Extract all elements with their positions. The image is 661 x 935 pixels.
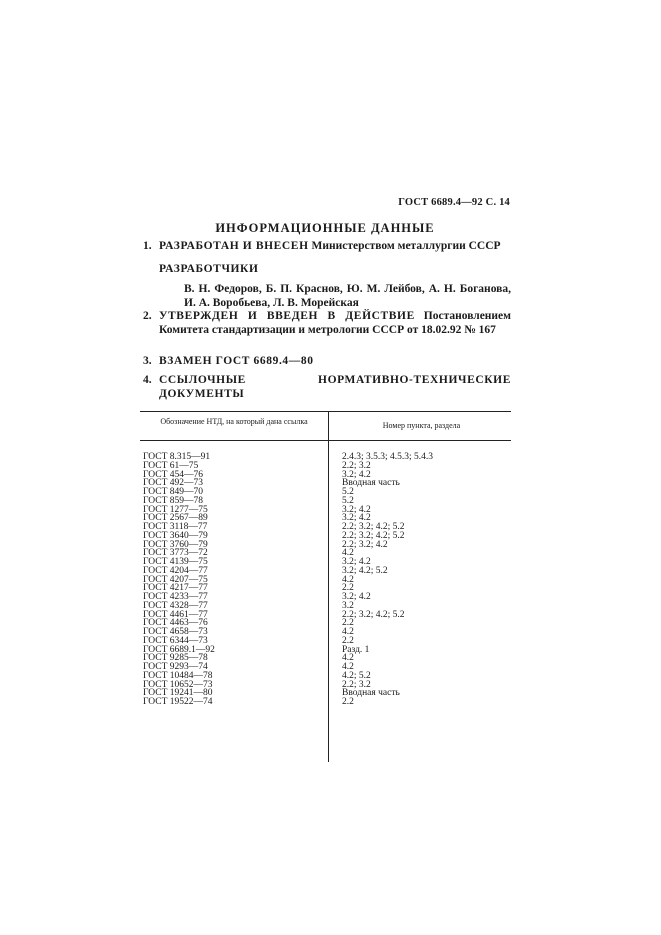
table-cell-clause: 2.2; 3.2; 4.2; 5.2 <box>342 522 405 532</box>
section-4-heading: ССЫЛОЧНЫЕ НОРМАТИВНО-ТЕХНИЧЕСКИЕ ДОКУМЕНТЫ <box>159 374 511 400</box>
page-header: ГОСТ 6689.4—92 С. 14 <box>398 197 510 208</box>
table-cell-document: ГОСТ 4207—75 <box>143 574 208 585</box>
section-4-number: 4. <box>143 374 152 386</box>
references-table <box>140 411 511 762</box>
table-cell-clause: 2.2; 3.2; 4.2; 5.2 <box>342 609 405 620</box>
table-cell-document: ГОСТ 3760—79 <box>143 539 208 550</box>
table-cell-clause: 5.2 <box>342 487 354 497</box>
table-cell-document: ГОСТ 454—76 <box>143 469 203 480</box>
table-cell-document: ГОСТ 19241—80 <box>143 688 213 699</box>
section-3 <box>143 354 511 368</box>
table-cell-clause: 3.2; 4.2 <box>342 504 371 515</box>
table-top-rule <box>140 411 511 412</box>
table-cell-clause: 3.2; 4.2 <box>342 513 371 524</box>
table-header-document: Обозначение НТД, на который дана ссылка <box>160 417 308 426</box>
table-cell-clause: 2.2 <box>342 697 354 707</box>
table-header-clause: Номер пункта, раздела <box>382 421 461 430</box>
section-2 <box>143 309 511 337</box>
table-cell-clause: Разд. 1 <box>342 644 370 655</box>
table-cell-document: ГОСТ 3640—79 <box>143 530 208 541</box>
table-cell-clause: 4.2 <box>342 653 354 664</box>
table-cell-document: ГОСТ 4328—77 <box>143 600 208 611</box>
table-cell-document: ГОСТ 4204—77 <box>143 565 208 576</box>
table-cell-clause: 2.2 <box>342 583 354 594</box>
table-cell-document: ГОСТ 4233—77 <box>143 592 208 602</box>
section-2-text: Постановлением Комитета стандартизации и метрологии СССР от 18.02.92 № 167 <box>159 310 511 336</box>
section-2-heading: УТВЕРЖДЕН И ВВЕДЕН В ДЕЙСТВИЕ <box>159 310 415 322</box>
table-cell-document: ГОСТ 3773—72 <box>143 548 208 559</box>
table-cell-clause: 5.2 <box>342 495 354 506</box>
table-cell-document: ГОСТ 9285—78 <box>143 653 208 664</box>
section-3-number: 3. <box>143 355 152 367</box>
developers-list: В. Н. Федоров, Б. П. Краснов, Ю. М. Лейбов, А. Н. Боганова, И. А. Воробьева, Л. В. Морейская <box>184 283 511 309</box>
table-cell-clause: 4.2; 5.2 <box>342 670 371 681</box>
table-cell-document: ГОСТ 3118—77 <box>143 522 208 532</box>
table-cell-document: ГОСТ 4139—75 <box>143 557 208 567</box>
table-cell-clause: Вводная часть <box>342 478 400 489</box>
table-header-rule <box>140 440 511 441</box>
table-cell-clause: 3.2; 4.2 <box>342 592 371 602</box>
table-cell-document: ГОСТ 492—73 <box>143 478 203 489</box>
section-3-heading: ВЗАМЕН ГОСТ 6689.4—80 <box>159 355 314 367</box>
table-cell-document: ГОСТ 4463—76 <box>143 618 208 629</box>
table-cell-clause: 2.2; 3.2 <box>342 460 371 471</box>
table-cell-document: ГОСТ 4461—77 <box>143 609 208 620</box>
developers-heading: РАЗРАБОТЧИКИ <box>159 263 259 275</box>
table-cell-document: ГОСТ 859—78 <box>143 495 203 506</box>
table-cell-clause: 2.2; 3.2; 4.2; 5.2 <box>342 530 405 541</box>
table-cell-document: ГОСТ 6344—73 <box>143 635 208 646</box>
table-cell-clause: 2.4.3; 3.5.3; 4.5.3; 5.4.3 <box>342 452 434 462</box>
table-cell-document: ГОСТ 2567—89 <box>143 513 208 524</box>
section-1 <box>143 239 511 310</box>
table-cell-document: ГОСТ 19522—74 <box>143 697 213 707</box>
table-cell-clause: 2.2; 3.2; 4.2 <box>342 539 388 550</box>
section-2-number: 2. <box>143 310 152 322</box>
table-cell-document: ГОСТ 61—75 <box>143 460 199 471</box>
table-cell-clause: 2.2 <box>342 618 354 629</box>
table-cell-clause: Вводная часть <box>342 688 400 699</box>
table-cell-clause: 3.2; 4.2; 5.2 <box>342 565 388 576</box>
table-cell-clause: 2.2; 3.2 <box>342 679 371 690</box>
table-cell-clause: 4.2 <box>342 662 354 672</box>
table-cell-document: ГОСТ 8.315—91 <box>143 452 211 462</box>
table-cell-clause: 4.2 <box>342 574 354 585</box>
table-cell-clause: 4.2 <box>342 548 354 559</box>
table-cell-clause: 3.2 <box>342 600 354 611</box>
table-cell-clause: 4.2 <box>342 627 354 637</box>
section-4 <box>143 373 511 401</box>
table-cell-clause: 3.2; 4.2 <box>342 469 371 480</box>
document-column <box>143 453 323 707</box>
table-cell-document: ГОСТ 849—70 <box>143 487 203 497</box>
clause-column <box>342 453 510 707</box>
table-cell-clause: 2.2 <box>342 635 354 646</box>
table-cell-document: ГОСТ 1277—75 <box>143 504 208 515</box>
table-cell-clause: 3.2; 4.2 <box>342 557 371 567</box>
table-cell-document: ГОСТ 10484—78 <box>143 670 213 681</box>
section-1-text: Министерством металлургии СССР <box>311 240 501 252</box>
table-cell-document: ГОСТ 4658—73 <box>143 627 208 637</box>
table-column-divider <box>328 411 329 762</box>
document-title: ИНФОРМАЦИОННЫЕ ДАННЫЕ <box>215 221 435 235</box>
table-cell-document: ГОСТ 9293—74 <box>143 662 208 672</box>
table-cell-document: ГОСТ 4217—77 <box>143 583 208 594</box>
section-1-number: 1. <box>143 240 152 252</box>
table-cell-document: ГОСТ 6689.1—92 <box>143 644 215 655</box>
section-1-heading: РАЗРАБОТАН И ВНЕСЕН <box>159 240 309 252</box>
table-cell-document: ГОСТ 10652—73 <box>143 679 213 690</box>
